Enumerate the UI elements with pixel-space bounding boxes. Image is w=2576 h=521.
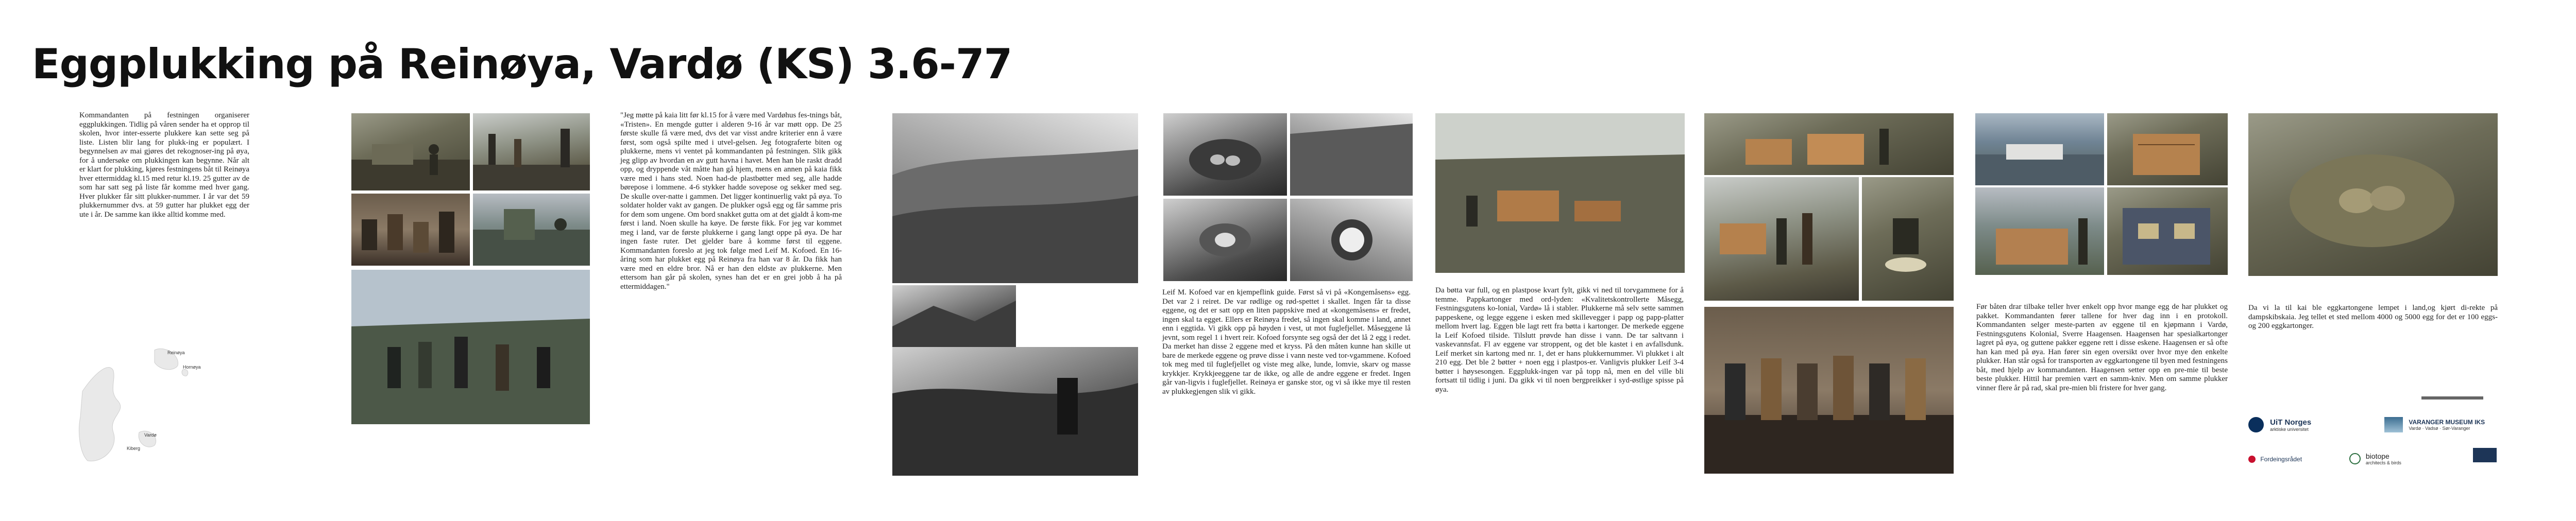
biotope-sub: architects & birds bbox=[2365, 460, 2401, 465]
fordeling-name: Fordeingsrådet bbox=[2260, 455, 2302, 463]
photo-egg-in-hand bbox=[1290, 199, 1413, 281]
photo-shore-landing bbox=[351, 270, 590, 424]
photo-cliff bbox=[1290, 113, 1413, 196]
scale-bar bbox=[2421, 396, 2483, 400]
fordeling-logo bbox=[2248, 455, 2302, 463]
photo-harbour-boat bbox=[351, 113, 470, 190]
photo-boat-harbour bbox=[1975, 113, 2104, 185]
uit-sub: arktiske universitet bbox=[2270, 426, 2309, 432]
photo-marked-eggs bbox=[1163, 199, 1287, 281]
photo-crates-stack bbox=[2107, 113, 2228, 185]
photo-gull-nest bbox=[1163, 113, 1287, 196]
bucket-text: Da bøtta var full, og en plastpose kvart fylt, gikk vi ned til torvgammene for å temme. Pappkartonger med ord-lyden: «Kvalitetskontrollerte Måsegg, Festningsgutens ko-lonial, Vardø» lå i stabler. Plukkerne må selv sette sammen pappeskene, og legge eggene i esken med skillevegger i papp og papp-platter mellom hvert lag. Eggen ble lagt rett fra bøtta i kartonger. De merkede eggene la Leif Kofoed tilside. Tilslutt prøvde han disse i vann. De tar saltvann i vaskevannsfat. Fl av eggene var stroppent, og det ble kastet i en avfallsdunk. Leif merket sin kartong med nr. 1, det er hans plukkernummer. Vi plukket i alt 210 egg. Det ble 2 bøtter + noen egg i plastpos-er. Vanligvis plukker Leif 3-4 bøtter i høysesongen. Eggplukk-ingen var på topp nå, men en del ville bli fortsatt til tidlig i juni. Da gikk vi til noen bergpreikker i syd-østlige spisse på øya. bbox=[1435, 286, 1684, 394]
photo-boys-with-crates bbox=[1704, 177, 1859, 301]
biotope-logo bbox=[2349, 452, 2401, 465]
photo-island-landscape bbox=[892, 113, 1138, 283]
photo-rocks-bw bbox=[892, 285, 1016, 347]
biotope-name: biotope bbox=[2365, 452, 2389, 460]
varanger-name: VARANGER MUSEUM IKS bbox=[2409, 419, 2485, 426]
varanger-icon bbox=[2384, 417, 2403, 432]
uit-logo bbox=[2248, 417, 2311, 432]
map bbox=[77, 329, 201, 468]
photo-bucket-eggs bbox=[1862, 177, 1954, 301]
varanger-sub: Vardø · Vadsø · Sør-Varanger bbox=[2409, 426, 2470, 431]
varanger-logo bbox=[2384, 417, 2485, 432]
photo-boys-pier bbox=[473, 113, 590, 190]
fordeling-icon bbox=[2248, 456, 2256, 463]
photo-unloading bbox=[1975, 187, 2104, 275]
photo-boys-deck bbox=[351, 194, 470, 266]
photo-pickers-group bbox=[1704, 307, 1954, 474]
quote-text: "Jeg møtte på kaia litt før kl.15 for å være med Vardøhus fes-tnings båt, «Tristen». En mengde gutter i alderen 9-16 år var møtt opp. De 25 første skulle få være med, dvs det var visst andre kriterier enn å være først, som også spilte med i utvel-gelsen. Jeg fotograferte biten og plukkerne, mens vi ventet på kommandanten på festningen. Slik gikk jeg glipp av hvordan en av gutt havna i havet. Men han ble raskt dradd opp, og dryppende våt måtte han gå hjem, mens en annen på kaia fikk være med i hans sted. Noen had-de plastbøtter med seg, alle hadde børepose i lommene. 4-6 stykker hadde sovepose og sekker med seg. De skulle over-natte i gammen. Det ligger kontinuerlig vakt på øya. To soldater holder vakt av gangen. De plukker også egg og får samme pris for dem som ungene. Om bord snakket gutta om at det gjaldt å kom-me først i land. Noen skulle ha køyе. De første fikk. For jeg var kommet meg i land, var de første plukkerne i gang langt oppe på øya. De har ingen faste ruter. Det gjelder bare å komme først til eggene. Kommandanten foreslo at jeg tok følge med Leif M. Kofoed. En 16- åring som har plukket egg på Reinøya fra han var 8 år. Da fikk han være med en eldre bror. Nå er han den eldste av plukkerne. Men ettersom han går på skolen, synes han det er en grei jobb å ha på ettermiddagen." bbox=[620, 111, 842, 291]
uit-icon bbox=[2248, 417, 2264, 432]
map-label: Kiberg bbox=[127, 446, 141, 451]
kofoed-text: Leif M. Kofoed var en kjempeflink guide. Først så vi på «Kongemåsens» egg. Det var 2 i reiret. De var rødlige og rød-spettet i skallet. Ingen får ta disse eggene, og det er satt opp en liten pappskive med at «kongemåsens» er fredet, ingen skal ta egget. Ellers er Reinøya fredet, så ingen skal komme i land, annet enn i eggtida. Vi gikk opp på høyden i vest, ut mot fuglefjellet. Måseggene lå jevnt, som regel 1 i hvert reir. Kofoed forsynte seg også der det lå 2 egg i redet. Da merket han disse 2 eggene med et kryss. På den måten kunne han skille ut bare de merkede eggene og prøve disse i vann neste ved tor-vgammene. Kofoed tok meg med til fuglefjellet og viste meg alke, lunde, lomvie, skarv og masse krykkjer. Krykkjeeggene tar de ikke, og alle de andre eggene er fredet. Ingen går van-ligvis i fuglefjellet. Reinøya er ganske stor, og vi så ikke mye til resten av plukkegjengen slik vi gikk. bbox=[1162, 288, 1411, 396]
photo-packing-boxes bbox=[1704, 113, 1954, 175]
page-title: Eggplukking på Reinøya, Vardø (KS) 3.6-77 bbox=[32, 40, 1012, 88]
last-text: Da vi la til kai ble eggkartongene lempet i land,og kjørt di-rekte på dampskibskaia. Jeg tellet et sted mellom 4000 og 5000 egg for det er 100 eggs- og 200 eggkartonger. bbox=[2248, 304, 2498, 330]
uit-name: UiT Norges bbox=[2270, 418, 2312, 427]
biotope-icon bbox=[2349, 453, 2361, 464]
photo-boy-picking-eggs bbox=[892, 347, 1138, 476]
photo-boat-waiting bbox=[473, 194, 590, 266]
map-label: Hornøya bbox=[183, 364, 201, 370]
map-label: Vardø bbox=[144, 432, 157, 438]
photo-turf-huts bbox=[1435, 113, 1685, 273]
va-logo-icon bbox=[2473, 448, 2497, 462]
map-label: Reinøya bbox=[167, 350, 185, 355]
boat-text: Før båten drar tilbake teller hver enkelt opp hvor mange egg de har plukket og pakket. Kommandanten fører tallene for hver dag inn i en protokoll. Kommandanten selger meste-parten av eggene til en kjøpmann i Vardø, Festningsgutens Kolonial, Sverre Haagensen. Haagensen har spesialkartonger lagret på øya, og guttene pakker eggene rett i disse eskene. Haagensen er så ofte han kan med på øya. Han fører sin egen oversikt over hvor mye den enkelte plukker. Han står også for transporten av eggkartongene til byen med festningens båt, med hjelp av kommandanten. Haagensen setter opp en pre-mie til beste beste plukker. Hittil har premien vært en samm-kniv. Men om samme plukker vinner flere år på rad, skal pre-mien bli fristere for hver gang. bbox=[1976, 303, 2228, 392]
intro-text: Kommandanten på festningen organiserer eggplukkingen. Tidlig på våren sender ha et opprop til skolen, hvor inter-esserte plukkere kan sette seg på liste. Listen blir lang for plukk-ing er populært. I begynnelsen av mai gjøres det rekognoser-ing på øya, for å undersøke om plukkingen kan begynne. Når alt er klart for plukking, kjøres festningens båt til Reinøya hver ettermiddag kl.15 med retur kl.19. 25 gutter av de som har satt seg på liste får komme med hver gang. Hver plukker får sitt plukker-nummer. I år var det 59 plukkernummer dvs. at 59 gutter har plukket egg der ute i år. De samme kan ikke alltid komme med. bbox=[79, 111, 249, 219]
photo-nest-eggs bbox=[2248, 113, 2498, 276]
photo-warehouse bbox=[2107, 187, 2228, 275]
